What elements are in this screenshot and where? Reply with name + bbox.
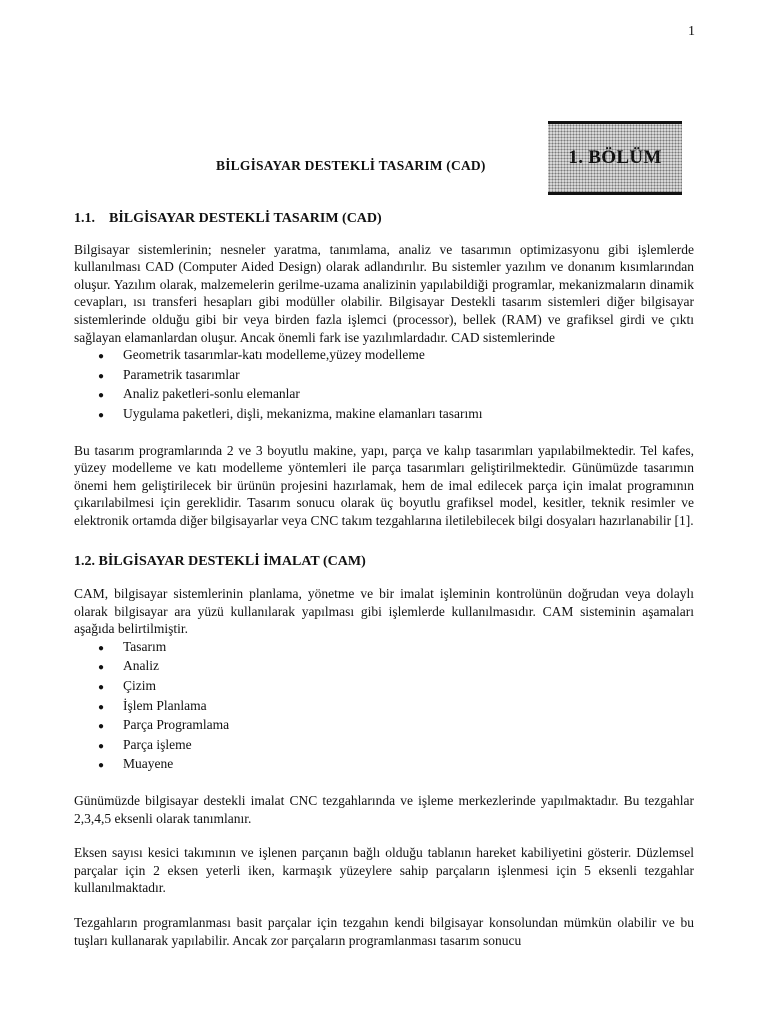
list-item: ● Muayene xyxy=(98,755,694,775)
list-item: ● Çizim xyxy=(98,677,694,697)
section-1-paragraph-1: Bilgisayar sistemlerinin; nesneler yaratma, tanımlama, analiz ve tasarımın optimizasyonu gibi işlemlerde kullanılması CAD (Computer Aided Design) olarak adlandırılır. Bu sistemler yazılım ve donanım kısımlarından oluşur. Yazılım olarak, malzemelerin gerilme-uzama analizinin yapılabildiği programlar, mekanizmaların dinamik cevapları, ısı transferi hesapları gibi modüller olabilir. Bilgisayar Destekli tasarım sistemleri diğer bilgisayar sistemlerinde olduğu gibi bir veya birden fazla işlemci (processor), bellek (RAM) ve grafiksel girdi ve çıktı sağlayan elamanlardan oluşur. Ancak önemli fark ise yazılımlardadır. CAD sistemlerinde xyxy=(74,241,694,345)
section-1-title: BİLGİSAYAR DESTEKLİ TASARIM (CAD) xyxy=(109,211,382,226)
document-body xyxy=(74,210,694,949)
chapter-label: 1. BÖLÜM xyxy=(568,147,662,168)
bullet-icon: ● xyxy=(98,370,105,382)
list-item: ● Analiz xyxy=(98,657,694,677)
list-item: ● İşlem Planlama xyxy=(98,697,694,717)
section-2-paragraph-4: Tezgahların programlanması basit parçalar için tezgahın kendi bilgisayar konsolundan mümkün olabilir ve bu tuşları kullanarak yapılabilir. Ancak zor parçaların programlanması tasarım sonucu xyxy=(74,915,694,948)
bullet-icon: ● xyxy=(98,409,105,421)
bullet-icon: ● xyxy=(98,701,105,713)
list-item: ● Parça Programlama xyxy=(98,716,694,736)
section-1-number: 1.1. xyxy=(74,211,95,226)
section-1-paragraph-2: Bu tasarım programlarında 2 ve 3 boyutlu makine, yapı, parça ve kalıp tasarımları yapılabilmektedir. Tel kafes, yüzey modelleme ve katı modelleme yöntemleri ile parça tasarımları geliştirilmektedir. Günümüzde tasarımın önemi hem geliştirilecek bir ürünün projesini hazırlamak, hem de imal edilecek parça için imalat programının çıkarılabilmesi için gereklidir. Tasarım sonucu olarak üç boyutlu grafiksel model, kesitler, teknik resimler ve elektronik ortamda diğer bilgisayarlar veya CNC takım tezgahlarına iletilebilecek bilgi dosyaları hazırlanabilir [1]. xyxy=(74,442,694,528)
list-item: ● Parça işleme xyxy=(98,736,694,756)
bullet-icon: ● xyxy=(98,721,105,733)
document-title: BİLGİSAYAR DESTEKLİ TASARIM (CAD) xyxy=(216,158,486,173)
chapter-label-box xyxy=(548,121,682,195)
section-2-paragraph-2: Günümüzde bilgisayar destekli imalat CNC tezgahlarında ve işleme merkezlerinde yapılmaktadır. Bu tezgahlar 2,3,4,5 eksenli olarak tanımlanır. xyxy=(74,793,694,826)
bullet-icon: ● xyxy=(98,642,105,654)
list-item: ● Tasarım xyxy=(98,638,694,658)
section-1-heading xyxy=(74,210,694,228)
bullet-icon: ● xyxy=(98,351,105,363)
page-number: 1 xyxy=(688,24,695,39)
section-2-paragraph-1: CAM, bilgisayar sistemlerinin planlama, yönetme ve bir imalat işleminin kontrolünün doğrudan veya dolaylı olarak bilgisayar ara yüzü kullanılarak yapılması gibi işlemlerde kullanılmasıdır. CAM sisteminin aşamaları aşağıda belirtilmiştir. xyxy=(74,586,694,637)
list-item: ● Analiz paketleri-sonlu elemanlar xyxy=(98,385,694,405)
bullet-icon: ● xyxy=(98,682,105,694)
cam-stage-list xyxy=(74,638,694,775)
cad-feature-list xyxy=(74,346,694,424)
bullet-icon: ● xyxy=(98,390,105,402)
list-item: ● Geometrik tasarımlar-katı modelleme,yüzey modelleme xyxy=(98,346,694,366)
section-2-heading: 1.2. BİLGİSAYAR DESTEKLİ İMALAT (CAM) xyxy=(74,553,366,569)
bullet-icon: ● xyxy=(98,662,105,674)
list-item: ● Parametrik tasarımlar xyxy=(98,366,694,386)
bullet-icon: ● xyxy=(98,740,105,752)
bullet-icon: ● xyxy=(98,760,105,772)
section-2-paragraph-3: Eksen sayısı kesici takımının ve işlenen parçanın bağlı olduğu tablanın hareket kabiliyetini gösterir. Düzlemsel parçalar için 2 eksen yeterli iken, karmaşık yüzeylere sahip parçaların işlenmesi için 5 eksenli tezgahlar kullanılmaktadır. xyxy=(74,845,694,896)
list-item: ● Uygulama paketleri, dişli, mekanizma, makine elamanları tasarımı xyxy=(98,405,694,425)
